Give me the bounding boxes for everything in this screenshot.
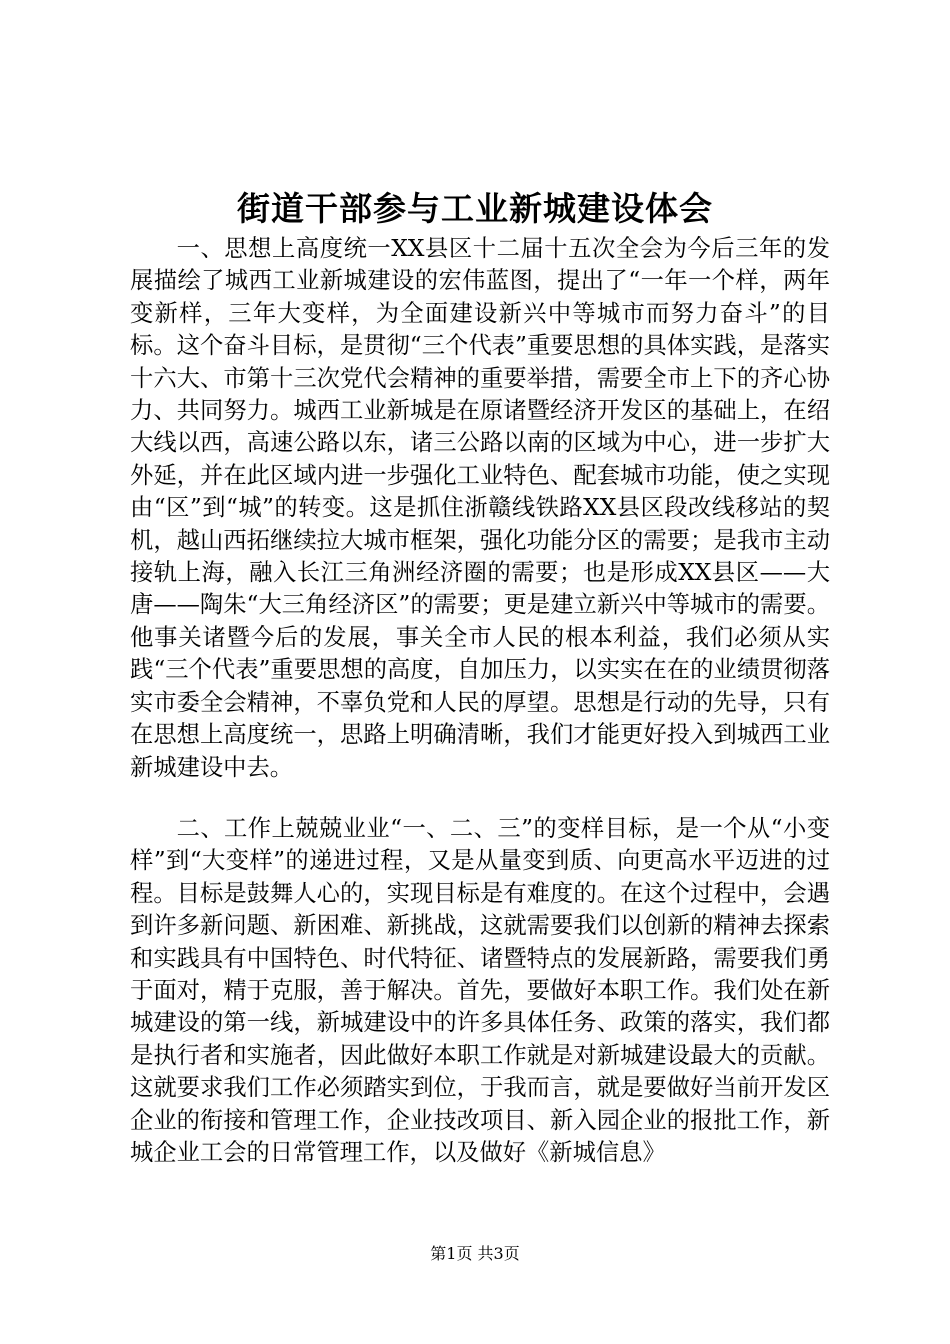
paragraph-2: 二、工作上兢兢业业“一、二、三”的变样目标，是一个从“小变样”到“大变样”的递进过程，又是从量变到质、向更高水平迈进的过程。目标是鼓舞人心的，实现目标是有难度的。在这个过程中，会遇到许多新问题、新困难、新挑战，这就需要我们以创新的精神去探索和实践具有中国特色、时代特征、诸暨特点的发展新路，需要我们勇于面对，精于克服，善于解决。首先，要做好本职工作。我们处在新城建设的第一线，新城建设中的许多具体任务、政策的落实，我们都是执行者和实施者，因此做好本职工作就是对新城建设最大的贡献。这就要求我们工作必须踏实到位，于我而言，就是要做好当前开发区企业的衔接和管理工作，企业技改项目、新入园企业的报批工作，新城企业工会的日常管理工作，以及做好《新城信息》 xyxy=(130,815,830,1167)
document-title: 街道干部参与工业新城建设体会 xyxy=(237,189,713,228)
paragraph-1: 一、思想上高度统一XX县区十二届十五次全会为今后三年的发展描绘了城西工业新城建设的宏伟蓝图，提出了“一年一个样，两年变新样，三年大变样，为全面建设新兴中等城市而努力奋斗”的目标。这个奋斗目标，是贯彻“三个代表”重要思想的具体实践，是落实十六大、市第十三次党代会精神的重要举措，需要全市上下的齐心协力、共同努力。城西工业新城是在原诸暨经济开发区的基础上，在绍大线以西，高速公路以东，诸三公路以南的区域为中心，进一步扩大外延，并在此区域内进一步强化工业特色、配套城市功能，使之实现由“区”到“城”的转变。这是抓住浙赣线铁路XX县区段改线移站的契机，越山西拓继续拉大城市框架，强化功能分区的需要；是我市主动接轨上海，融入长江三角洲经济圈的需要；也是形成XX县区——大唐——陶朱“大三角经济区”的需要；更是建立新兴中等城市的需要。他事关诸暨今后的发展，事关全市人民的根本利益，我们必须从实践“三个代表”重要思想的高度，自加压力，以实实在在的业绩贯彻落实市委全会精神，不辜负党和人民的厚望。思想是行动的先导，只有在思想上高度统一，思路上明确清晰，我们才能更好投入到城西工业新城建设中去。 xyxy=(130,235,830,781)
page-footer: 第1页 共3页 xyxy=(430,1244,520,1263)
